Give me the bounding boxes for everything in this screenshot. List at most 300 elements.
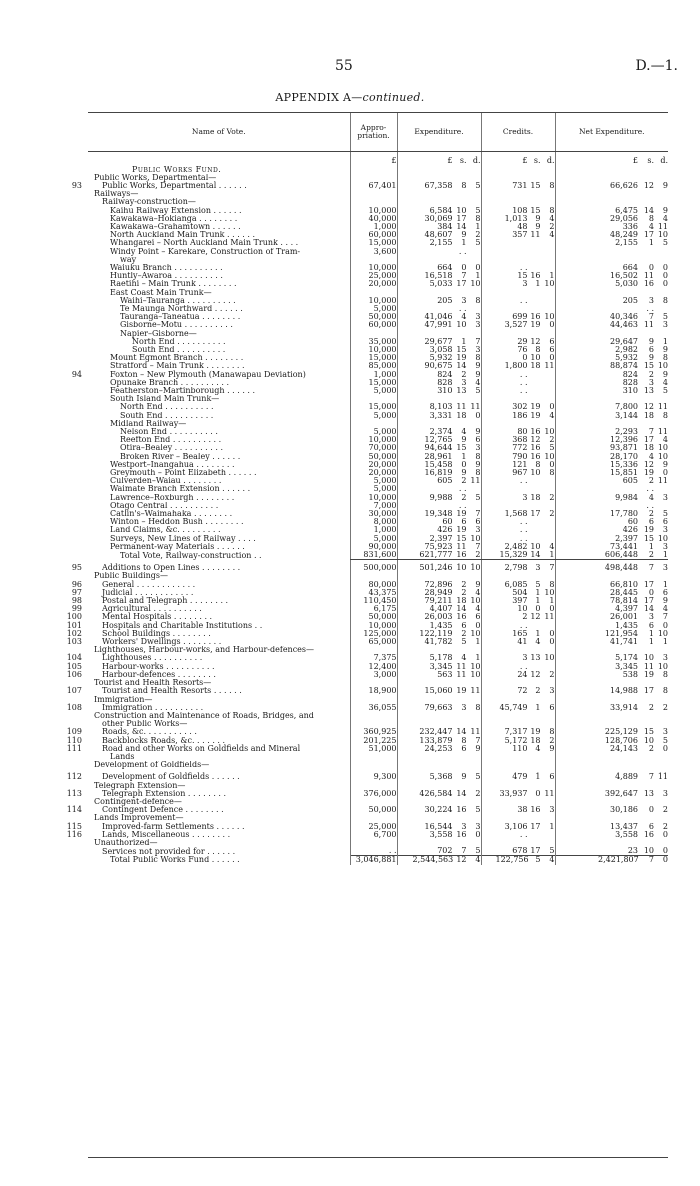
expenditure-pounds: 133,879 bbox=[419, 736, 453, 745]
net-expenditure-pence: 0 bbox=[662, 469, 668, 478]
net-expenditure-pence: 3 bbox=[662, 542, 668, 551]
expenditure-shillings: 3 bbox=[461, 378, 467, 387]
appropriation-cell bbox=[350, 543, 397, 551]
appropriation-value: 3,600 bbox=[373, 247, 397, 256]
expenditure-pounds: 2,397 bbox=[429, 534, 453, 543]
credits-shillings: 0 bbox=[535, 605, 541, 614]
net-expenditure-shillings: 4 bbox=[648, 222, 654, 231]
expenditure-pence: 9 bbox=[475, 370, 481, 379]
expenditure-pence: 10 bbox=[470, 597, 481, 606]
expenditure-pounds: 426,584 bbox=[419, 789, 453, 798]
appropriation-value: 10,000 bbox=[368, 621, 397, 630]
net-expenditure-pence: 1 bbox=[662, 551, 668, 560]
net-expenditure-pence: 11 bbox=[657, 428, 668, 436]
expenditure-pounds: 122,119 bbox=[419, 629, 453, 638]
expenditure-pence: 1 bbox=[475, 272, 481, 281]
appropriation-value: 9,300 bbox=[373, 772, 397, 782]
net-expenditure-pence: 5 bbox=[662, 510, 668, 519]
net-expenditure-pounds: 824 bbox=[622, 370, 638, 379]
expenditure-pence: 4 bbox=[475, 605, 481, 614]
appropriation-table bbox=[66, 112, 668, 865]
expenditure-cell bbox=[397, 272, 481, 280]
net-expenditure-cell bbox=[555, 215, 668, 223]
expenditure-pounds: 1,435 bbox=[429, 621, 453, 630]
net-expenditure-shillings: 19 bbox=[643, 670, 654, 679]
vote-name bbox=[66, 686, 350, 696]
appropriation-value: 51,000 bbox=[368, 744, 397, 753]
credits-pence: 4 bbox=[549, 411, 555, 420]
credits-pounds: 504 bbox=[512, 588, 528, 597]
net-expenditure-cell bbox=[555, 696, 668, 704]
expenditure-shillings: 2 bbox=[461, 580, 467, 589]
expenditure-pounds: 621,777 bbox=[419, 551, 453, 560]
appropriation-value: 5,000 bbox=[373, 534, 397, 543]
vote-label: Development of Goldfields . . . . . . bbox=[102, 772, 240, 782]
table-row bbox=[88, 687, 668, 695]
appropriation-cell bbox=[350, 679, 397, 687]
appropriation-cell bbox=[350, 613, 397, 621]
appropriation-cell bbox=[350, 387, 397, 395]
credits-cell bbox=[481, 526, 555, 534]
vote-label: Judicial . . . . . . . . . . . . bbox=[102, 587, 194, 597]
credits-pence: 11 bbox=[544, 789, 555, 798]
net-expenditure-cell bbox=[555, 166, 668, 174]
vote-label: Backblocks Roads, &c. . . . . . . bbox=[102, 735, 226, 745]
net-expenditure-pounds: 30,186 bbox=[610, 806, 638, 815]
net-expenditure-pence: 8 bbox=[662, 687, 668, 696]
appropriation-cell bbox=[350, 502, 397, 510]
net-expenditure-shillings: 6 bbox=[648, 621, 654, 630]
credits-pounds: 967 bbox=[512, 469, 528, 478]
net-expenditure-cell bbox=[555, 831, 668, 839]
appropriation-value: 43,375 bbox=[368, 588, 397, 597]
credits-cell bbox=[481, 403, 555, 411]
expenditure-shillings: 12 bbox=[456, 855, 467, 865]
credits-shillings bbox=[528, 387, 541, 395]
appropriation-cell bbox=[350, 166, 397, 174]
net-expenditure-cell bbox=[555, 679, 668, 687]
net-expenditure-shillings: 1 bbox=[648, 638, 654, 647]
expenditure-cell bbox=[397, 412, 481, 420]
expenditure-pounds: 16,544 bbox=[424, 822, 453, 831]
net-expenditure-cell bbox=[555, 469, 668, 477]
expenditure-shillings: 17 bbox=[456, 214, 467, 223]
expenditure-pounds: 5,932 bbox=[429, 354, 453, 363]
vote-number: 111 bbox=[66, 743, 82, 753]
expenditure-cell bbox=[397, 436, 481, 444]
table-row bbox=[88, 297, 668, 305]
expenditure-pounds: 232,447 bbox=[419, 728, 453, 737]
table-row bbox=[88, 461, 668, 469]
net-expenditure-cell bbox=[555, 687, 668, 695]
expenditure-pounds bbox=[413, 305, 453, 313]
expenditure-pounds: 30,224 bbox=[424, 806, 453, 815]
net-expenditure-cell bbox=[555, 264, 668, 272]
expenditure-pence: 5 bbox=[475, 493, 481, 502]
net-expenditure-cell bbox=[555, 289, 668, 297]
net-expenditure-pounds: 24,143 bbox=[610, 744, 638, 753]
expenditure-shillings: . . bbox=[458, 485, 467, 494]
expenditure-pence bbox=[467, 248, 481, 256]
net-expenditure-pounds: 78,814 bbox=[610, 597, 638, 606]
credits-cell bbox=[481, 371, 555, 379]
vote-name: Surveys, New Lines of Railway . . . . bbox=[110, 534, 256, 543]
table-row bbox=[88, 395, 668, 403]
net-expenditure-pounds: 5,932 bbox=[615, 354, 638, 363]
expenditure-pence: 9 bbox=[475, 362, 481, 371]
expenditure-cell bbox=[397, 551, 481, 560]
vote-label: School Buildings . . . . . . . . bbox=[102, 628, 211, 638]
credits-cell bbox=[481, 753, 555, 761]
table-row bbox=[88, 420, 668, 428]
net-expenditure-shillings: 15 bbox=[643, 362, 654, 371]
net-expenditure-pence: 0 bbox=[662, 744, 668, 753]
credits-pounds: 108 bbox=[512, 206, 528, 215]
net-expenditure-cell bbox=[555, 806, 668, 814]
appropriation-cell bbox=[350, 671, 397, 679]
net-expenditure-shillings: 2 bbox=[648, 703, 654, 712]
net-expenditure-shillings: 0 bbox=[648, 588, 654, 597]
net-expenditure-shillings: 11 bbox=[643, 272, 654, 281]
expenditure-cell bbox=[397, 823, 481, 831]
net-expenditure-cell bbox=[555, 387, 668, 395]
credits-pence bbox=[541, 387, 555, 395]
appropriation-value: 8,000 bbox=[373, 518, 397, 527]
net-expenditure-pence: 5 bbox=[662, 386, 668, 395]
credits-pence: 11 bbox=[544, 613, 555, 622]
credits-shillings: 16 bbox=[530, 452, 541, 461]
table-row bbox=[88, 330, 668, 338]
credits-pence: 10 bbox=[544, 654, 555, 663]
credits-pence: 6 bbox=[549, 345, 555, 354]
vote-name: Culverden–Waiau . . . . . . . . bbox=[110, 477, 222, 486]
unit-exp-pence: d. bbox=[472, 156, 481, 166]
net-expenditure-pence: 10 bbox=[657, 362, 668, 371]
net-expenditure-cell bbox=[555, 589, 668, 597]
appropriation-cell bbox=[350, 223, 397, 231]
appropriation-cell bbox=[350, 272, 397, 280]
net-expenditure-pounds: 2,293 bbox=[615, 428, 638, 436]
expenditure-pounds: 29,677 bbox=[424, 337, 453, 346]
credits-pounds: 41 bbox=[517, 638, 528, 647]
expenditure-shillings: 2 bbox=[461, 493, 467, 502]
expenditure-shillings: 11 bbox=[456, 542, 467, 551]
credits-pence: 5 bbox=[549, 444, 555, 453]
credits-pounds: 3,106 bbox=[504, 822, 528, 831]
credits-cell bbox=[481, 436, 555, 444]
net-expenditure-cell bbox=[555, 814, 668, 822]
vote-name bbox=[66, 805, 350, 815]
net-expenditure-pounds: 538 bbox=[622, 670, 638, 679]
expenditure-shillings: 5 bbox=[461, 638, 467, 647]
expenditure-pounds: 26,003 bbox=[424, 613, 453, 622]
expenditure-cell bbox=[397, 753, 481, 761]
net-expenditure-cell bbox=[555, 190, 668, 198]
table-row bbox=[88, 704, 668, 712]
expenditure-shillings: 6 bbox=[461, 621, 467, 630]
vote-name: Telegraph Extension— bbox=[94, 781, 186, 790]
expenditure-pounds: 2,155 bbox=[429, 239, 453, 248]
net-expenditure-shillings: 6 bbox=[648, 822, 654, 831]
vote-number: 94 bbox=[71, 369, 82, 379]
expenditure-shillings: 10 bbox=[456, 206, 467, 215]
expenditure-pounds: 41,046 bbox=[424, 313, 453, 322]
appropriation-cell bbox=[350, 297, 397, 305]
expenditure-cell bbox=[397, 831, 481, 839]
credits-cell bbox=[481, 560, 555, 573]
expenditure-shillings: 1 bbox=[461, 337, 467, 346]
vote-number: 102 bbox=[66, 628, 82, 638]
expenditure-cell bbox=[397, 687, 481, 695]
net-expenditure-cell bbox=[555, 769, 668, 781]
table-header-row bbox=[88, 113, 668, 152]
credits-shillings: 18 bbox=[530, 493, 541, 502]
credits-pence: 4 bbox=[549, 542, 555, 551]
net-expenditure-pence: 4 bbox=[662, 214, 668, 223]
appropriation-value: 10,000 bbox=[368, 436, 397, 445]
vote-name bbox=[66, 702, 350, 712]
credits-cell bbox=[481, 207, 555, 215]
net-expenditure-pence: 8 bbox=[662, 670, 668, 679]
appropriation-cell bbox=[350, 790, 397, 798]
table-row bbox=[88, 248, 668, 256]
appropriation-value: 5,000 bbox=[373, 411, 397, 420]
credits-shillings: 10 bbox=[530, 542, 541, 551]
credits-cell bbox=[481, 395, 555, 403]
credits-cell bbox=[481, 379, 555, 387]
net-expenditure-shillings: . . bbox=[646, 501, 654, 510]
credits-shillings bbox=[528, 371, 541, 379]
net-expenditure-pounds: 29,056 bbox=[610, 214, 638, 223]
appropriation-value: 831,600 bbox=[363, 551, 397, 560]
net-expenditure-cell bbox=[555, 207, 668, 215]
appropriation-cell bbox=[350, 330, 397, 338]
expenditure-cell bbox=[397, 453, 481, 461]
net-expenditure-pence: 9 bbox=[662, 345, 668, 354]
net-expenditure-cell bbox=[555, 560, 668, 573]
net-expenditure-shillings: 19 bbox=[643, 526, 654, 535]
expenditure-pence: 7 bbox=[475, 510, 481, 519]
appropriation-cell bbox=[350, 362, 397, 370]
net-expenditure-cell bbox=[555, 737, 668, 745]
expenditure-pence bbox=[467, 502, 481, 510]
appropriation-value: 40,000 bbox=[368, 214, 397, 223]
expenditure-shillings: 8 bbox=[461, 181, 467, 190]
credits-cell bbox=[481, 190, 555, 198]
credits-pence: 10 bbox=[544, 588, 555, 597]
vote-label: Workers' Dwellings . . . . . . . . bbox=[102, 637, 222, 647]
net-expenditure-cell bbox=[555, 790, 668, 798]
vote-name: North End . . . . . . . . . . bbox=[120, 403, 214, 412]
expenditure-shillings: 11 bbox=[456, 662, 467, 671]
expenditure-cell bbox=[397, 289, 481, 297]
vote-number: 108 bbox=[66, 702, 82, 712]
credits-cell bbox=[481, 671, 555, 679]
net-expenditure-shillings: 15 bbox=[643, 534, 654, 543]
appropriation-cell bbox=[350, 831, 397, 839]
net-expenditure-pounds: 128,706 bbox=[604, 736, 638, 745]
vote-name: Otira–Bealey . . . . . . . . . . bbox=[120, 444, 223, 453]
expenditure-shillings: 10 bbox=[456, 321, 467, 330]
credits-pence: 10 bbox=[544, 452, 555, 461]
net-expenditure-pounds: 3,345 bbox=[615, 662, 638, 671]
credits-cell bbox=[481, 551, 555, 560]
net-expenditure-cell bbox=[555, 720, 668, 728]
expenditure-cell bbox=[397, 494, 481, 502]
credits-shillings: 4 bbox=[535, 744, 541, 753]
expenditure-pence: 8 bbox=[475, 452, 481, 461]
net-expenditure-pounds: 73,441 bbox=[610, 542, 638, 551]
credits-pence: 3 bbox=[549, 806, 555, 815]
expenditure-pence: 7 bbox=[475, 542, 481, 551]
net-expenditure-pence bbox=[654, 305, 668, 313]
credits-shillings: 19 bbox=[530, 411, 541, 420]
table-row bbox=[88, 560, 668, 573]
appropriation-value: 3,046,881 bbox=[355, 855, 397, 865]
expenditure-pence: 3 bbox=[475, 345, 481, 354]
total-row bbox=[88, 856, 668, 865]
appropriation-cell bbox=[350, 174, 397, 182]
credits-pence bbox=[541, 297, 555, 305]
appropriation-cell bbox=[350, 346, 397, 354]
expenditure-cell bbox=[397, 297, 481, 305]
credits-pounds: 29 bbox=[517, 337, 528, 346]
credits-pounds: . . bbox=[519, 370, 528, 379]
net-expenditure-cell bbox=[555, 272, 668, 280]
table-row bbox=[88, 313, 668, 321]
expenditure-pence: 8 bbox=[475, 354, 481, 363]
vote-number: 98 bbox=[71, 596, 82, 606]
credits-pounds: . . bbox=[519, 662, 528, 671]
net-expenditure-pence: 11 bbox=[657, 477, 668, 486]
appropriation-value: 25,000 bbox=[368, 822, 397, 831]
credits-cell bbox=[481, 412, 555, 420]
credits-pounds: 397 bbox=[512, 597, 528, 606]
expenditure-cell bbox=[397, 856, 481, 865]
unit-exp-shilling: s. bbox=[459, 156, 467, 166]
credits-pounds: 6,085 bbox=[504, 580, 528, 589]
appropriation-cell bbox=[350, 704, 397, 712]
expenditure-pence: 10 bbox=[470, 629, 481, 638]
vote-label: Lighthouses . . . . . . . . . . bbox=[102, 653, 203, 663]
appropriation-value: 7,000 bbox=[373, 501, 397, 510]
net-expenditure-pence: 0 bbox=[662, 855, 668, 865]
vote-number: 106 bbox=[66, 669, 82, 679]
credits-pounds: 72 bbox=[517, 687, 528, 696]
credits-cell bbox=[481, 502, 555, 510]
net-expenditure-pence bbox=[654, 502, 668, 510]
expenditure-shillings: 16 bbox=[456, 830, 467, 839]
total-row bbox=[88, 551, 668, 560]
appropriation-cell bbox=[350, 354, 397, 362]
expenditure-shillings: 3 bbox=[461, 822, 467, 831]
appropriation-value: 50,000 bbox=[368, 613, 397, 622]
appropriation-value: 25,000 bbox=[368, 272, 397, 281]
credits-pence: 5 bbox=[549, 847, 555, 856]
net-expenditure-shillings: 1 bbox=[648, 629, 654, 638]
vote-name: Tauranga–Taneatua . . . . . . . . bbox=[120, 313, 241, 322]
appropriation-cell bbox=[350, 190, 397, 198]
net-expenditure-shillings: 3 bbox=[648, 296, 654, 305]
credits-shillings bbox=[528, 264, 541, 272]
appropriation-cell bbox=[350, 597, 397, 605]
net-expenditure-pounds: 4,397 bbox=[615, 605, 638, 614]
expenditure-cell bbox=[397, 597, 481, 605]
expenditure-shillings: 11 bbox=[456, 670, 467, 679]
net-expenditure-shillings: 17 bbox=[643, 687, 654, 696]
expenditure-cell bbox=[397, 469, 481, 477]
appropriation-cell bbox=[350, 412, 397, 420]
net-expenditure-shillings: 7 bbox=[648, 855, 654, 865]
expenditure-pence: 5 bbox=[475, 806, 481, 815]
expenditure-pence: 5 bbox=[475, 772, 481, 782]
table-row bbox=[88, 638, 668, 646]
appropriation-value: 12,400 bbox=[368, 662, 397, 671]
credits-cell bbox=[481, 613, 555, 621]
net-expenditure-pounds: 29,647 bbox=[610, 337, 638, 346]
credits-shillings: 16 bbox=[530, 313, 541, 322]
credits-cell bbox=[481, 847, 555, 856]
appropriation-cell bbox=[350, 605, 397, 613]
expenditure-pounds: 2,544,563 bbox=[412, 855, 454, 865]
net-expenditure-cell bbox=[555, 572, 668, 580]
credits-pence: 7 bbox=[549, 563, 555, 573]
appropriation-value: 110,450 bbox=[363, 597, 397, 606]
credits-pence: 8 bbox=[549, 469, 555, 478]
expenditure-pounds: 28,949 bbox=[424, 588, 453, 597]
header-expenditure: Expenditure. bbox=[397, 113, 481, 152]
net-expenditure-pence: 8 bbox=[662, 354, 668, 363]
vote-number: 109 bbox=[66, 727, 82, 737]
vote-name: Catlin's–Waimahaka . . . . . . . . bbox=[110, 510, 233, 519]
credits-cell bbox=[481, 453, 555, 461]
credits-cell bbox=[481, 330, 555, 338]
expenditure-pounds: 41,782 bbox=[424, 638, 453, 647]
net-expenditure-pence: 9 bbox=[662, 206, 668, 215]
vote-name: Huntly–Awaroa . . . . . . . . . . bbox=[110, 272, 223, 281]
vote-name: Waimate Branch Extension . . . . . . bbox=[110, 485, 251, 494]
expenditure-cell bbox=[397, 814, 481, 822]
net-expenditure-pounds: 28,170 bbox=[610, 452, 638, 461]
net-expenditure-pence: 7 bbox=[662, 613, 668, 622]
net-expenditure-pounds: 605 bbox=[622, 477, 638, 486]
unit-net-shilling: s. bbox=[647, 156, 654, 166]
expenditure-shillings: 10 bbox=[456, 563, 467, 573]
table-row bbox=[88, 753, 668, 761]
credits-cell bbox=[481, 321, 555, 329]
credits-shillings: 17 bbox=[530, 847, 541, 856]
credits-pence bbox=[541, 371, 555, 379]
table-body bbox=[66, 152, 668, 865]
net-expenditure-shillings: 9 bbox=[648, 354, 654, 363]
expenditure-cell bbox=[397, 444, 481, 452]
expenditure-pence: 5 bbox=[475, 386, 481, 395]
credits-shillings: 12 bbox=[530, 670, 541, 679]
credits-cell bbox=[481, 346, 555, 354]
expenditure-pounds: 8,103 bbox=[429, 403, 453, 412]
expenditure-pence: 3 bbox=[475, 321, 481, 330]
appropriation-value: 3,000 bbox=[373, 670, 397, 679]
expenditure-cell bbox=[397, 572, 481, 580]
appropriation-value: 1,000 bbox=[373, 526, 397, 535]
credits-pounds: 15,329 bbox=[499, 551, 528, 560]
credits-pounds: . . bbox=[519, 830, 528, 839]
appropriation-value: 10,000 bbox=[368, 263, 397, 272]
expenditure-cell bbox=[397, 256, 481, 264]
net-expenditure-pence: 9 bbox=[662, 370, 668, 379]
net-expenditure-cell bbox=[555, 704, 668, 712]
expenditure-pounds: 3,331 bbox=[429, 411, 453, 420]
